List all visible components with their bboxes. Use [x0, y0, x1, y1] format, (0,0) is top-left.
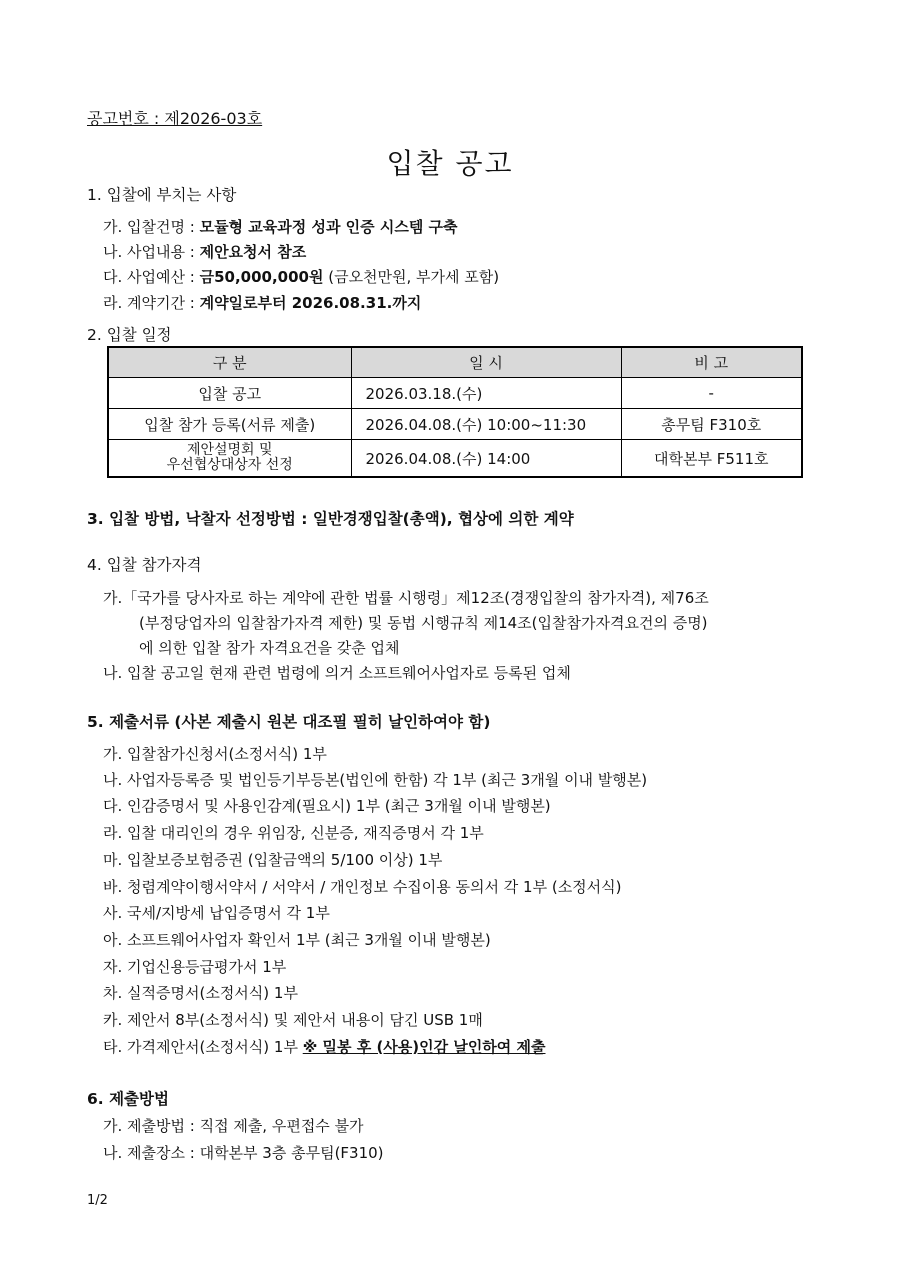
item-label: 다. 사업예산 :: [103, 268, 200, 286]
section5-item: 다. 인감증명서 및 사용인감계(필요시) 1부 (최근 3개월 이내 발행본): [103, 797, 551, 815]
note-cell: 총무팀 F310호: [621, 409, 802, 440]
item-value: 계약일로부터 2026.08.31.까지: [199, 294, 422, 312]
section6-item: 나. 제출장소 : 대학본부 3층 총무팀(F310): [103, 1144, 384, 1162]
section1-item-b: [103, 241, 306, 262]
note-cell: -: [621, 378, 802, 409]
section1-item-c: [103, 266, 499, 287]
section5-item: 나. 사업자등록증 및 법인등기부등본(법인에 한함) 각 1부 (최근 3개월 이내 발행본): [103, 771, 648, 789]
item-label: 가. 입찰건명 :: [103, 218, 200, 236]
table-header-row: [108, 347, 802, 378]
section1-heading: 1. 입찰에 부치는 사항: [87, 186, 237, 204]
note-cell: 대학본부 F511호: [621, 440, 802, 478]
section3-heading: 3. 입찰 방법, 낙찰자 선정방법 : 일반경쟁입찰(총액), 협상에 의한 계약: [87, 510, 574, 528]
table-row: [108, 378, 802, 409]
section5-item: 카. 제안서 8부(소정서식) 및 제안서 내용이 담긴 USB 1매: [103, 1011, 483, 1029]
section4-item-a-line2: (부정당업자의 입찰참가자격 제한) 및 동법 시행규칙 제14조(입찰참가자격요건의 증명): [139, 614, 708, 632]
section5-item: 아. 소프트웨어사업자 확인서 1부 (최근 3개월 이내 발행본): [103, 931, 491, 949]
document-title: 입찰 공고: [386, 147, 514, 180]
section5-item: 차. 실적증명서(소정서식) 1부: [103, 984, 298, 1002]
section5-item: 라. 입찰 대리인의 경우 위임장, 신분증, 재직증명서 각 1부: [103, 824, 484, 842]
section1-item-a: [103, 216, 458, 237]
sealing-note: ※ 밀봉 후 (사용)인감 날인하여 제출: [302, 1038, 546, 1056]
category-line: 우선협상대상자 선정: [166, 457, 293, 473]
item-text: 타. 가격제안서(소정서식) 1부: [103, 1038, 303, 1056]
section4-item-a-line3: 에 의한 입찰 참가 자격요건을 갖춘 업체: [139, 639, 400, 657]
section4-heading: 4. 입찰 참가자격: [87, 556, 202, 574]
category-cell: 입찰 공고: [108, 378, 351, 409]
section5-item: 가. 입찰참가신청서(소정서식) 1부: [103, 745, 327, 763]
section5-item-last: [103, 1036, 546, 1057]
section5-item: 마. 입찰보증보험증권 (입찰금액의 5/100 이상) 1부: [103, 851, 443, 869]
section5-item: 바. 청렴계약이행서약서 / 서약서 / 개인정보 수집이용 동의서 각 1부 (소정서식): [103, 878, 622, 896]
datetime-cell: 2026.04.08.(수) 14:00: [351, 440, 621, 478]
section1-item-d: [103, 292, 421, 313]
item-value: 제안요청서 참조: [199, 243, 307, 261]
section5-heading: 5. 제출서류 (사본 제출시 원본 대조필 필히 날인하여야 함): [87, 713, 491, 731]
section4-item-b: 나. 입찰 공고일 현재 관련 법령에 의거 소프트웨어사업자로 등록된 업체: [103, 664, 571, 682]
column-header: 비 고: [621, 347, 802, 378]
schedule-table: [107, 346, 803, 478]
section2-heading: 2. 입찰 일정: [87, 326, 172, 344]
section6-heading: 6. 제출방법: [87, 1090, 169, 1108]
section6-item: 가. 제출방법 : 직접 제출, 우편접수 불가: [103, 1117, 364, 1135]
category-cell: 입찰 참가 등록(서류 제출): [108, 409, 351, 440]
section5-item: 사. 국세/지방세 납입증명서 각 1부: [103, 904, 330, 922]
column-header: 일 시: [351, 347, 621, 378]
item-note: (금오천만원, 부가세 포함): [323, 268, 500, 286]
column-header: 구 분: [108, 347, 351, 378]
notice-number: 공고번호 : 제2026-03호: [87, 109, 263, 128]
item-value: 모듈형 교육과정 성과 인증 시스템 구축: [199, 218, 458, 236]
section5-item: 자. 기업신용등급평가서 1부: [103, 958, 287, 976]
section4-item-a-line1: 가.「국가를 당사자로 하는 계약에 관한 법률 시행령」제12조(경쟁입찰의 참가자격), 제76조: [103, 589, 709, 607]
page-number: 1/2: [87, 1193, 108, 1208]
datetime-cell: 2026.04.08.(수) 10:00~11:30: [351, 409, 621, 440]
category-cell: [108, 440, 351, 478]
item-value: 금50,000,000원: [199, 268, 324, 286]
datetime-cell: 2026.03.18.(수): [351, 378, 621, 409]
table-row: [108, 440, 802, 478]
category-line: 제안설명회 및: [186, 442, 273, 458]
item-label: 라. 계약기간 :: [103, 294, 200, 312]
table-row: [108, 409, 802, 440]
item-label: 나. 사업내용 :: [103, 243, 200, 261]
